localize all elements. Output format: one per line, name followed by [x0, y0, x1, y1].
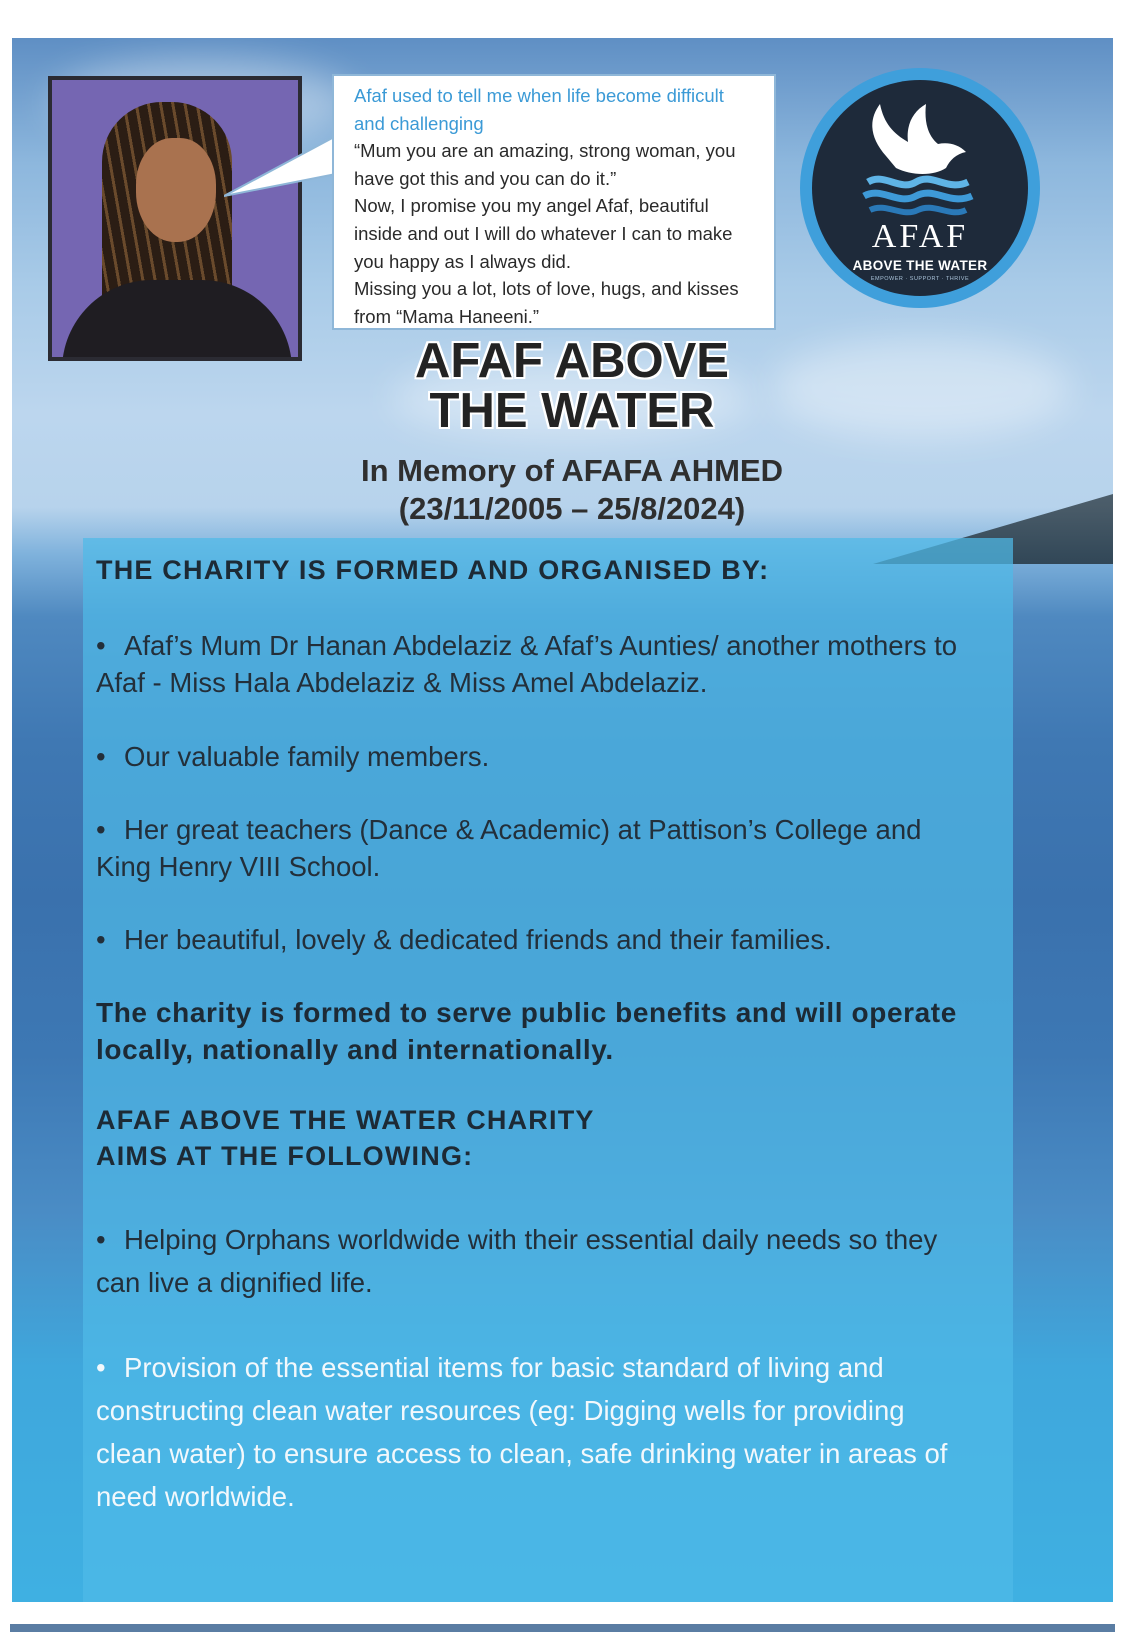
list-item-text: Her great teachers (Dance & Academic) at Pattison’s College and King Henry VIII School.	[96, 814, 922, 882]
list-item	[96, 1346, 976, 1518]
dove-icon	[850, 98, 990, 218]
bubble-line: Missing you a lot, lots of love, hugs, and kisses from “Mama Haneeni.”	[354, 278, 739, 327]
list-item-text: Our valuable family members.	[124, 741, 490, 772]
list-item-text: Her beautiful, lovely & dedicated friends and their families.	[124, 924, 832, 955]
bubble-line: Now, I promise you my angel Afaf, beautiful inside and out I will do whatever I can to make you happy as I always did.	[354, 195, 733, 272]
title-line: THE WATER	[429, 384, 715, 438]
aims-heading-line: AIMS AT THE FOLLOWING:	[96, 1141, 474, 1171]
photo-body	[62, 280, 292, 361]
memorial-photo	[48, 76, 302, 361]
charity-details	[96, 510, 976, 1518]
title-line: AFAF ABOVE	[415, 334, 729, 388]
speech-bubble	[332, 74, 776, 330]
memorial-dates: (23/11/2005 – 25/8/2024)	[398, 491, 746, 526]
bullet-icon: •	[96, 1224, 106, 1255]
photo-face	[136, 138, 216, 242]
bullet-icon: •	[96, 630, 106, 661]
list-item-text: Provision of the essential items for basic standard of living and constructing clean water resources (eg: Digging wells for providing clean water) to ensure access to clean, safe drinking water in areas of need worldwide.	[96, 1352, 948, 1512]
charity-purpose: The charity is formed to serve public benefits and will operate locally, nationally and internationally.	[96, 997, 957, 1065]
list-item-text: Afaf’s Mum Dr Hanan Abdelaziz & Afaf’s Aunties/ another mothers to Afaf - Miss Hala Abdelaziz & Miss Amel Abdelaziz.	[96, 630, 958, 698]
bullet-icon: •	[96, 924, 106, 955]
speech-bubble-tail	[224, 134, 344, 204]
list-item	[96, 738, 976, 775]
logo-badge	[812, 80, 1028, 296]
list-item	[96, 627, 976, 701]
list-item	[96, 1218, 976, 1304]
flyer-title	[312, 336, 832, 436]
logo-name: AFAF	[871, 218, 969, 255]
bubble-intro: Afaf used to tell me when life become difficult and challenging	[354, 85, 724, 134]
list-item-text: Helping Orphans worldwide with their essential daily needs so they can live a dignified life.	[96, 1224, 938, 1298]
charity-logo	[800, 68, 1040, 308]
logo-subtitle: ABOVE THE WATER	[852, 258, 988, 273]
next-page-edge	[10, 1624, 1115, 1632]
logo-tagline: EMPOWER · SUPPORT · THRIVE	[870, 276, 970, 282]
bullet-icon: •	[96, 1352, 106, 1383]
memorial-name: In Memory of AFAFA AHMED	[361, 453, 783, 488]
list-item	[96, 811, 976, 885]
aims-heading	[96, 1102, 976, 1174]
bullet-icon: •	[96, 814, 106, 845]
organisers-heading: THE CHARITY IS FORMED AND ORGANISED BY:	[96, 555, 770, 585]
bullet-icon: •	[96, 741, 106, 772]
list-item	[96, 921, 976, 958]
aims-heading-line: AFAF ABOVE THE WATER CHARITY	[96, 1105, 595, 1135]
bubble-line: “Mum you are an amazing, strong woman, you have got this and you can do it.”	[354, 140, 736, 189]
